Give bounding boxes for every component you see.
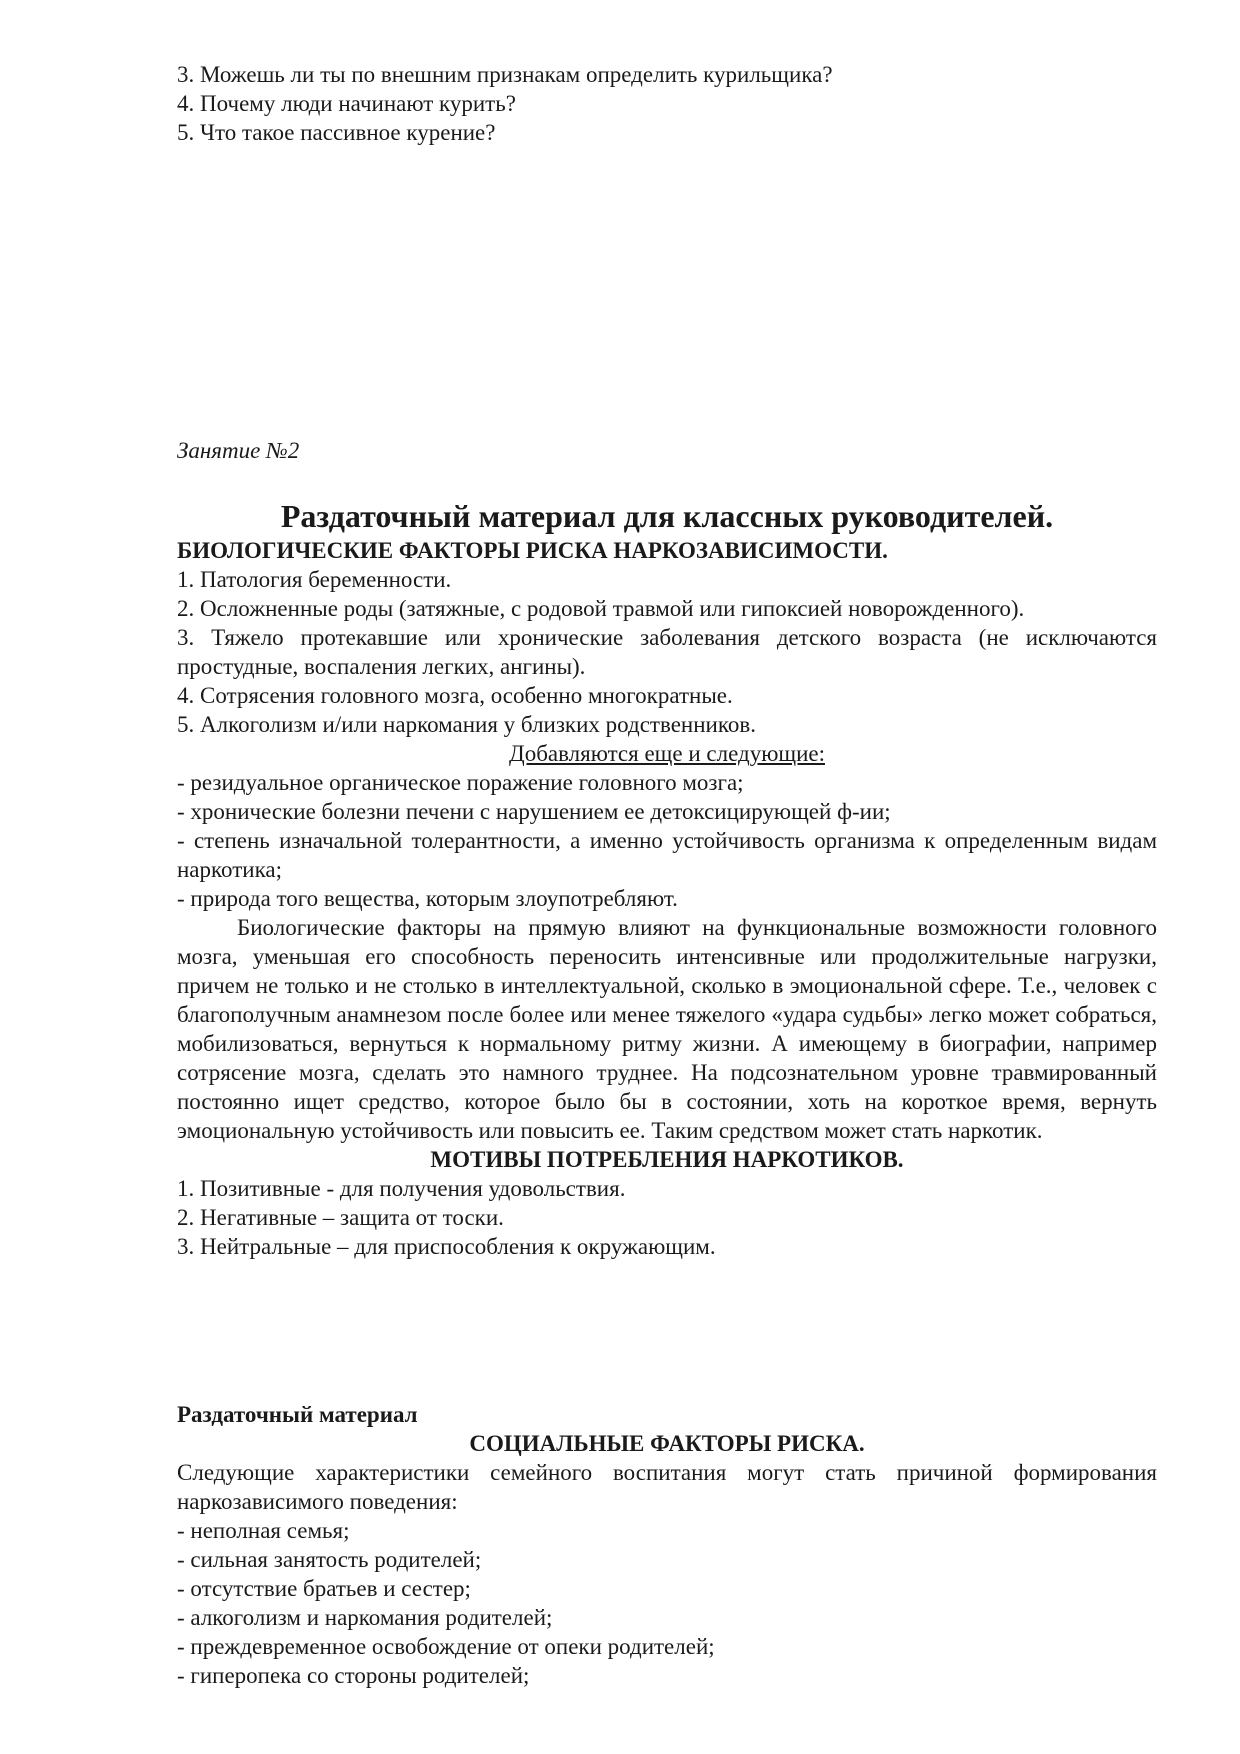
list-item: - отсутствие братьев и сестер; — [177, 1576, 471, 1601]
list-item: 2. Негативные – защита от тоски. — [177, 1205, 504, 1230]
biological-factors-section — [177, 536, 1157, 1261]
list-item: - сильная занятость родителей; — [177, 1547, 482, 1572]
list-item: - природа того вещества, которым злоупотребляют. — [177, 886, 678, 911]
list-item: 1. Патология беременности. — [177, 567, 452, 592]
section-heading: БИОЛОГИЧЕСКИЕ ФАКТОРЫ РИСКА НАРКОЗАВИСИМОСТИ. — [177, 538, 888, 563]
list-item: - неполная семья; — [177, 1518, 350, 1543]
list-item: 2. Осложненные роды (затяжные, с родовой травмой или гипоксией новорожденного). — [177, 596, 1025, 621]
list-item: - хронические болезни печени с нарушением ее детоксицирующей ф-ии; — [177, 799, 891, 824]
list-item: - резидуальное органическое поражение головного мозга; — [177, 770, 744, 795]
list-item: 4. Почему люди начинают курить? — [177, 91, 516, 116]
list-item: 3. Можешь ли ты по внешним признакам определить курильщика? — [177, 62, 833, 87]
list-item: - преждевременное освобождение от опеки родителей; — [177, 1634, 715, 1659]
list-item: 3. Тяжело протекавшие или хронические заболевания детского возраста (не исключаются простудные, воспаления легких, ангины). — [177, 625, 1157, 679]
questions-list — [177, 60, 1157, 147]
list-item: 5. Что такое пассивное курение? — [177, 120, 496, 145]
handout-label: Раздаточный материал — [177, 1402, 418, 1427]
list-item: - гиперопека со стороны родителей; — [177, 1663, 530, 1688]
section-heading: СОЦИАЛЬНЫЕ ФАКТОРЫ РИСКА. — [469, 1431, 865, 1456]
list-item: - степень изначальной толерантности, а именно устойчивость организма к определенным видам наркотика; — [177, 828, 1157, 882]
list-item: 1. Позитивные - для получения удовольствия. — [177, 1176, 626, 1201]
list-item: 3. Нейтральные – для приспособления к окружающим. — [177, 1234, 716, 1259]
added-factors-label: Добавляются еще и следующие: — [509, 741, 825, 766]
page-title: Раздаточный материал для классных руководителей. — [280, 498, 1054, 534]
body-paragraph: Биологические факторы на прямую влияют на функциональные возможности головного мозга, уменьшая его способность переносить интенсивные или продолжительные нагрузки, причем не только и не столько в интеллектуальной, сколько в эмоциональной сфере. Т.е., человек с благополучным анамнезом после более или менее тяжелого «удара судьбы» легко может собраться, мобилизоваться, вернуться к нормальному ритму жизни. А имеющему в биографии, например сотрясение мозга, сделать это намного труднее. На подсознательном уровне травмированный постоянно ищет средство, которое было бы в состоянии, хоть на короткое время, вернуть эмоциональную устойчивость или повысить ее. Таким средством может стать наркотик. — [177, 915, 1157, 1143]
section-heading: МОТИВЫ ПОТРЕБЛЕНИЯ НАРКОТИКОВ. — [430, 1147, 904, 1172]
lesson-label: Занятие №2 — [177, 438, 300, 463]
body-paragraph: Следующие характеристики семейного воспитания могут стать причиной формирования наркозависимого поведения: — [177, 1460, 1157, 1514]
list-item: 4. Сотрясения головного мозга, особенно многократные. — [177, 683, 733, 708]
social-factors-section — [177, 1400, 1157, 1690]
list-item: - алкоголизм и наркомания родителей; — [177, 1605, 553, 1630]
list-item: 5. Алкоголизм и/или наркомания у близких родственников. — [177, 712, 756, 737]
